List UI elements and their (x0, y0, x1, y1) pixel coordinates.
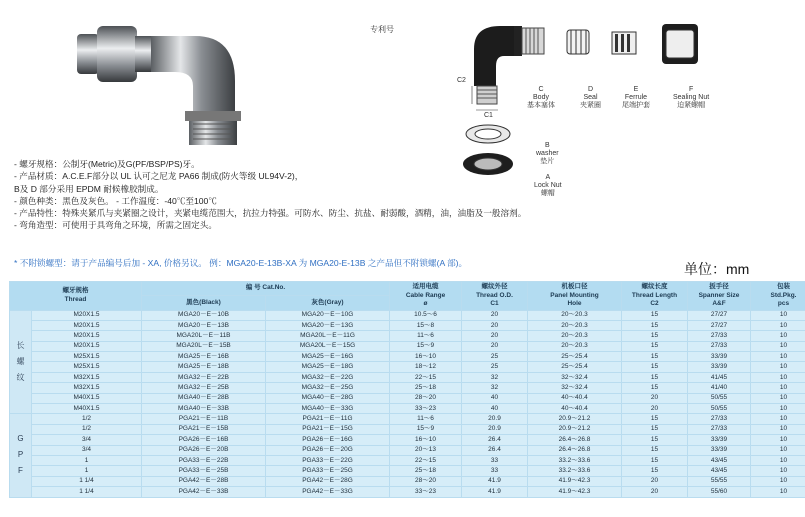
cell-black-no: MGA40－E－33B (142, 404, 266, 414)
cell-cable-range: 22～15 (390, 455, 462, 465)
cell-gray-no: MGA20L－E－11G (266, 331, 390, 341)
cell-std-pkg: 10 (751, 331, 805, 341)
cell-thread-od: 33 (462, 466, 528, 476)
cell-std-pkg: 10 (751, 414, 805, 424)
patent-label: 专利号 (370, 25, 394, 34)
cell-black-no: PGA42－E－33B (142, 487, 266, 497)
cell-spanner-size: 41/45 (688, 372, 751, 382)
cell-thread-length: 20 (622, 393, 688, 403)
cell-thread-od: 26.4 (462, 445, 528, 455)
cell-cable-range: 10.5～6 (390, 310, 462, 320)
cell-spanner-size: 33/39 (688, 435, 751, 445)
cell-std-pkg: 10 (751, 424, 805, 434)
cell-thread-length: 15 (622, 372, 688, 382)
cell-std-pkg: 10 (751, 383, 805, 393)
cell-gray-no: PGA26－E－16G (266, 435, 390, 445)
cell-black-no: PGA33－E－22B (142, 455, 266, 465)
cell-gray-no: PGA21－E－15G (266, 424, 390, 434)
cell-cable-range: 11～6 (390, 331, 462, 341)
table-row (10, 466, 805, 476)
cell-thread: M20X1.5 (32, 331, 142, 341)
header-thread: 螺牙规格 Thread (10, 282, 142, 311)
cell-thread-od: 40 (462, 404, 528, 414)
cell-black-no: PGA21－E－15B (142, 424, 266, 434)
cell-panel-hole: 20.9～21.2 (528, 424, 622, 434)
header-gray: 灰色(Gray) (266, 296, 390, 310)
cell-gray-no: MGA20－E－10G (266, 310, 390, 320)
cell-panel-hole: 40～40.4 (528, 404, 622, 414)
cell-cable-range: 25～18 (390, 383, 462, 393)
part-c-label: C Body 基本塞体 (527, 86, 555, 109)
cell-std-pkg: 10 (751, 320, 805, 330)
cell-spanner-size: 33/39 (688, 445, 751, 455)
cell-thread-length: 15 (622, 424, 688, 434)
cell-thread-length: 15 (622, 383, 688, 393)
cell-thread-length: 20 (622, 487, 688, 497)
cell-thread: 1/2 (32, 414, 142, 424)
cell-spanner-size: 27/27 (688, 320, 751, 330)
header-spanner-size: 扳手径 Spanner Size A&F (688, 282, 751, 311)
cell-std-pkg: 10 (751, 445, 805, 455)
desc-line-material: - 产品材质：A.C.E.F部分以 UL 认可之尼龙 PA66 制成(防火等级 UL94V-2)， (14, 171, 304, 182)
table-row (10, 393, 805, 403)
cell-spanner-size: 27/33 (688, 414, 751, 424)
cell-black-no: PGA26－E－16B (142, 435, 266, 445)
part-a-label: A Lock Nut 螺帽 (534, 174, 562, 197)
desc-line-features: - 产品特性：特殊夹紧爪与夹紧圈之设计，夹紧电缆范围大，抗拉力特强。可防水、防尘、抗盐、耐弱酸，酒精，油，油脂及一般溶剂。 (14, 208, 527, 219)
cell-panel-hole: 20～20.3 (528, 331, 622, 341)
cell-panel-hole: 32～32.4 (528, 383, 622, 393)
cell-thread: M40X1.5 (32, 393, 142, 403)
cell-thread-od: 20 (462, 331, 528, 341)
cell-panel-hole: 25～25.4 (528, 362, 622, 372)
cell-thread-length: 15 (622, 466, 688, 476)
table-row (10, 404, 805, 414)
cell-spanner-size: 27/33 (688, 424, 751, 434)
cell-thread-length: 15 (622, 362, 688, 372)
cell-std-pkg: 10 (751, 476, 805, 486)
cell-panel-hole: 20～20.3 (528, 341, 622, 351)
cell-thread: M25X1.5 (32, 352, 142, 362)
cell-thread-od: 32 (462, 383, 528, 393)
cell-black-no: MGA25－E－18B (142, 362, 266, 372)
header-cable-range: 适用电缆 Cable Range ø (390, 282, 462, 311)
cell-thread: 1 1/4 (32, 487, 142, 497)
cell-thread-length: 15 (622, 341, 688, 351)
cell-thread-od: 20 (462, 310, 528, 320)
unit-label: 单位：mm (684, 261, 750, 277)
cell-gray-no: PGA33－E－22G (266, 455, 390, 465)
cell-thread: 3/4 (32, 435, 142, 445)
cell-thread-od: 20 (462, 320, 528, 330)
table-row (10, 476, 805, 486)
table-row (10, 372, 805, 382)
header-thread-length: 螺纹长度 Thread Length C2 (622, 282, 688, 311)
table-row (10, 341, 805, 351)
cell-thread: M20X1.5 (32, 320, 142, 330)
cell-gray-no: MGA25－E－16G (266, 352, 390, 362)
cell-black-no: PGA42－E－28B (142, 476, 266, 486)
cell-panel-hole: 41.9～42.3 (528, 487, 622, 497)
cell-panel-hole: 26.4～26.8 (528, 435, 622, 445)
cell-thread: M20X1.5 (32, 310, 142, 320)
cell-thread-length: 15 (622, 352, 688, 362)
cell-panel-hole: 20～20.3 (528, 310, 622, 320)
spec-table (9, 281, 805, 498)
cell-std-pkg: 10 (751, 393, 805, 403)
cell-black-no: PGA26－E－20B (142, 445, 266, 455)
cell-gray-no: MGA20L－E－15G (266, 341, 390, 351)
cell-std-pkg: 10 (751, 435, 805, 445)
cell-cable-range: 15～9 (390, 424, 462, 434)
cell-thread: 1 (32, 455, 142, 465)
cell-black-no: MGA20－E－13B (142, 320, 266, 330)
cell-thread: 1 1/4 (32, 476, 142, 486)
cell-thread: 3/4 (32, 445, 142, 455)
cell-cable-range: 18～12 (390, 362, 462, 372)
table-row (10, 331, 805, 341)
cell-spanner-size: 43/45 (688, 466, 751, 476)
cell-gray-no: PGA21－E－11G (266, 414, 390, 424)
cell-thread-od: 33 (462, 455, 528, 465)
cell-cable-range: 11～6 (390, 414, 462, 424)
cell-thread-od: 20.9 (462, 424, 528, 434)
cell-spanner-size: 50/55 (688, 393, 751, 403)
cell-std-pkg: 10 (751, 310, 805, 320)
cell-cable-range: 15～8 (390, 320, 462, 330)
cell-gray-no: PGA42－E－33G (266, 487, 390, 497)
dim-c2-label: C2 (457, 77, 466, 84)
table-row (10, 352, 805, 362)
part-b-label: B washer 垫片 (536, 142, 559, 165)
table-row (10, 362, 805, 372)
cell-spanner-size: 27/33 (688, 341, 751, 351)
desc-line-material-cont: B及 D 部分采用 EPDM 耐候橡胶制成。 (14, 183, 164, 194)
table-row (10, 445, 805, 455)
table-row (10, 383, 805, 393)
cell-spanner-size: 43/45 (688, 455, 751, 465)
cell-cable-range: 28～20 (390, 393, 462, 403)
header-cat-no: 编 号 Cat.No. (142, 282, 390, 296)
cell-thread-length: 20 (622, 476, 688, 486)
cell-black-no: MGA25－E－16B (142, 352, 266, 362)
table-row (10, 435, 805, 445)
cell-panel-hole: 40～40.4 (528, 393, 622, 403)
cell-thread-od: 20 (462, 341, 528, 351)
cell-gray-no: MGA20－E－13G (266, 320, 390, 330)
cell-thread-od: 20.9 (462, 414, 528, 424)
cell-std-pkg: 10 (751, 487, 805, 497)
cell-std-pkg: 10 (751, 372, 805, 382)
part-f-label: F Sealing Nut 迫紧螺帽 (673, 86, 710, 109)
cell-black-no: MGA20L－E－11B (142, 331, 266, 341)
cell-gray-no: MGA32－E－22G (266, 372, 390, 382)
cell-thread-length: 15 (622, 320, 688, 330)
desc-line-color-temp: - 颜色种类：黑色及灰色。 - 工作温度：-40℃至100℃ (14, 195, 217, 206)
cell-thread: M40X1.5 (32, 404, 142, 414)
table-row (10, 310, 805, 320)
cell-thread-length: 15 (622, 331, 688, 341)
cell-panel-hole: 33.2～33.6 (528, 455, 622, 465)
cell-std-pkg: 10 (751, 404, 805, 414)
cell-panel-hole: 26.4～26.8 (528, 445, 622, 455)
cell-thread: 1 (32, 466, 142, 476)
cell-std-pkg: 10 (751, 341, 805, 351)
cell-gray-no: PGA33－E－25G (266, 466, 390, 476)
side-label-long-thread: 长 螺 纹 (10, 310, 32, 414)
cell-cable-range: 15～9 (390, 341, 462, 351)
header-std-pkg: 包装 Std.Pkg. pcs (751, 282, 805, 311)
cell-spanner-size: 33/39 (688, 362, 751, 372)
cell-std-pkg: 10 (751, 362, 805, 372)
table-row (10, 320, 805, 330)
desc-line-thread: - 螺牙规格：公制牙(Metric)及G(PF/BSP/PS)牙。 (14, 159, 200, 169)
cell-spanner-size: 41/40 (688, 383, 751, 393)
side-label-gpf: G P F (10, 414, 32, 497)
cell-gray-no: MGA40－E－33G (266, 404, 390, 414)
cell-panel-hole: 32～32.4 (528, 372, 622, 382)
cell-thread: M32X1.5 (32, 383, 142, 393)
cell-gray-no: MGA32－E－25G (266, 383, 390, 393)
part-e-label: E Ferrule 尾端护套 (622, 86, 650, 109)
cell-black-no: PGA21－E－11B (142, 414, 266, 424)
cell-spanner-size: 55/60 (688, 487, 751, 497)
cell-thread-length: 15 (622, 445, 688, 455)
cell-thread: M32X1.5 (32, 372, 142, 382)
cell-spanner-size: 50/55 (688, 404, 751, 414)
cell-thread-od: 32 (462, 372, 528, 382)
cell-spanner-size: 27/27 (688, 310, 751, 320)
cell-panel-hole: 25～25.4 (528, 352, 622, 362)
cell-panel-hole: 41.9～42.3 (528, 476, 622, 486)
dim-c1-label: C1 (484, 112, 493, 119)
cell-panel-hole: 20.9～21.2 (528, 414, 622, 424)
cell-spanner-size: 27/33 (688, 331, 751, 341)
part-d-label: D Seal 夹紧圈 (580, 86, 601, 109)
cell-thread: 1/2 (32, 424, 142, 434)
cell-std-pkg: 10 (751, 455, 805, 465)
product-photo (75, 6, 250, 156)
table-row (10, 414, 805, 424)
table-row (10, 424, 805, 434)
cell-cable-range: 33～23 (390, 487, 462, 497)
no-locknut-note: * 不附锁螺型：请于产品编号后加 - XA, 价格另议。 例：MGA20-E-13B-XA 为 MGA20-E-13B 之产品但不附锁螺(A 部)。 (14, 258, 468, 268)
cell-cable-range: 16～10 (390, 435, 462, 445)
cell-black-no: MGA20－E－10B (142, 310, 266, 320)
cell-cable-range: 16～10 (390, 352, 462, 362)
cell-black-no: PGA33－E－25B (142, 466, 266, 476)
cell-black-no: MGA32－E－25B (142, 383, 266, 393)
cell-gray-no: MGA40－E－28G (266, 393, 390, 403)
desc-line-elbow: - 弯角造型：可使用于具弯角之环境，所需之固定头。 (14, 220, 217, 231)
cell-cable-range: 22～15 (390, 372, 462, 382)
cell-thread-od: 41.9 (462, 487, 528, 497)
cell-thread-od: 25 (462, 362, 528, 372)
product-description (14, 158, 526, 232)
header-black: 黑色(Black) (142, 296, 266, 310)
cell-cable-range: 28～20 (390, 476, 462, 486)
cell-thread-length: 15 (622, 414, 688, 424)
cell-thread-length: 15 (622, 435, 688, 445)
cell-thread-length: 15 (622, 455, 688, 465)
header-panel-hole: 机板口径 Panel Mounting Hole (528, 282, 622, 311)
cell-gray-no: PGA26－E－20G (266, 445, 390, 455)
table-row (10, 455, 805, 465)
cell-spanner-size: 33/39 (688, 352, 751, 362)
table-row (10, 487, 805, 497)
cell-black-no: MGA20L－E－15B (142, 341, 266, 351)
cell-thread-od: 41.9 (462, 476, 528, 486)
header-thread-od: 螺纹外径 Thread O.D. C1 (462, 282, 528, 311)
cell-gray-no: PGA42－E－28G (266, 476, 390, 486)
cell-panel-hole: 33.2～33.6 (528, 466, 622, 476)
cell-panel-hole: 20～20.3 (528, 320, 622, 330)
cell-cable-range: 25～18 (390, 466, 462, 476)
cell-thread-od: 26.4 (462, 435, 528, 445)
cell-thread: M20X1.5 (32, 341, 142, 351)
cell-thread-length: 15 (622, 310, 688, 320)
cell-thread-od: 40 (462, 393, 528, 403)
cell-std-pkg: 10 (751, 352, 805, 362)
cell-thread-od: 25 (462, 352, 528, 362)
cell-thread-length: 20 (622, 404, 688, 414)
cell-spanner-size: 55/55 (688, 476, 751, 486)
cell-cable-range: 20～13 (390, 445, 462, 455)
cell-std-pkg: 10 (751, 466, 805, 476)
cell-gray-no: MGA25－E－18G (266, 362, 390, 372)
cell-black-no: MGA40－E－28B (142, 393, 266, 403)
cell-thread: M25X1.5 (32, 362, 142, 372)
cell-black-no: MGA32－E－22B (142, 372, 266, 382)
cell-cable-range: 33～23 (390, 404, 462, 414)
